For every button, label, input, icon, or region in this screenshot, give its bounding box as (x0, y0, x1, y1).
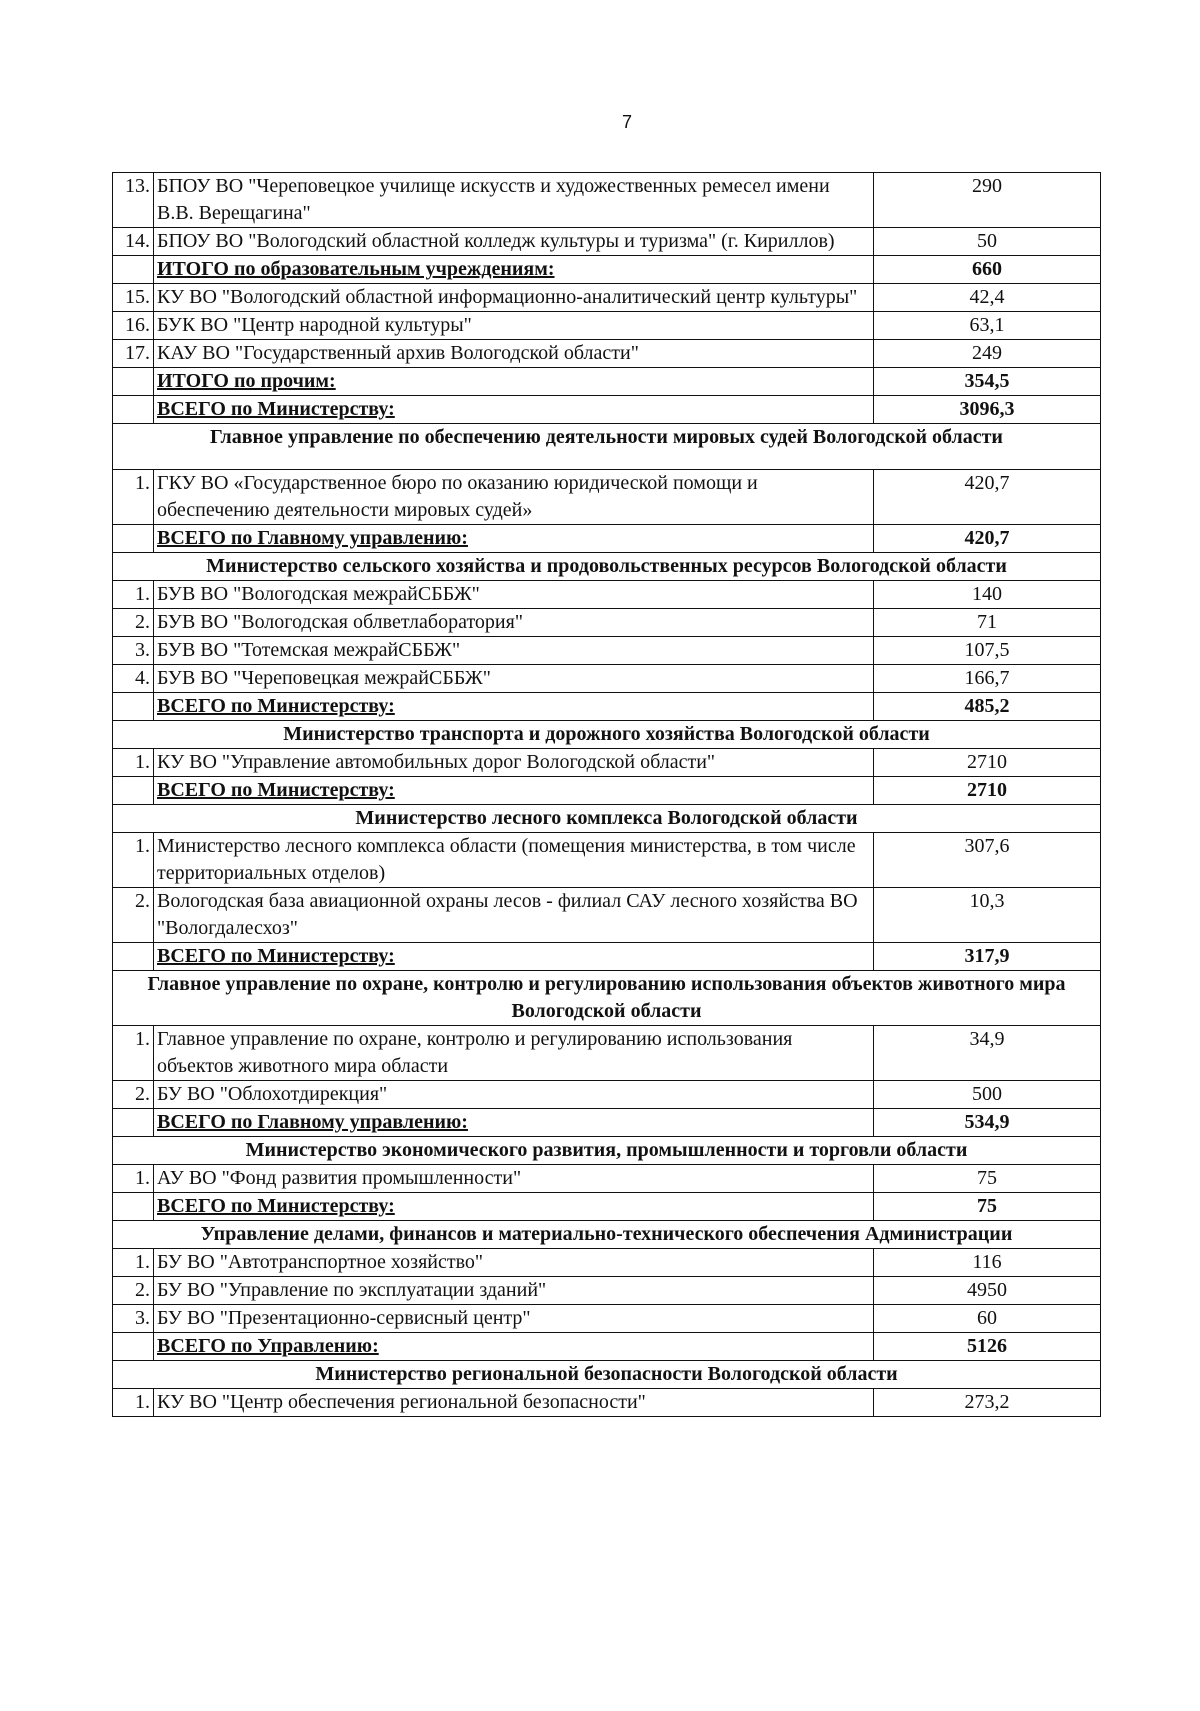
row-value: 420,7 (874, 470, 1101, 525)
row-number: 2. (113, 888, 154, 943)
section-header: Министерство лесного комплекса Вологодской области (113, 805, 1101, 833)
row-value: 34,9 (874, 1026, 1101, 1081)
row-number-blank (113, 777, 154, 805)
row-value: 500 (874, 1081, 1101, 1109)
total-value: 534,9 (874, 1109, 1101, 1137)
total-row (113, 396, 1101, 424)
row-value: 71 (874, 609, 1101, 637)
row-name: БПОУ ВО "Вологодский областной колледж культуры и туризма" (г. Кириллов) (154, 228, 874, 256)
row-number-blank (113, 1333, 154, 1361)
total-value: 75 (874, 1193, 1101, 1221)
total-label: ВСЕГО по Министерству: (154, 693, 874, 721)
row-name: КАУ ВО "Государственный архив Вологодской области" (154, 340, 874, 368)
institutions-table (112, 172, 1101, 1417)
row-value: 42,4 (874, 284, 1101, 312)
row-number: 3. (113, 1305, 154, 1333)
row-number: 1. (113, 1249, 154, 1277)
row-number: 1. (113, 1165, 154, 1193)
row-name: БУВ ВО "Череповецкая межрайСББЖ" (154, 665, 874, 693)
total-label: ВСЕГО по Министерству: (154, 396, 874, 424)
section-header-row (113, 1361, 1101, 1389)
table-row (113, 173, 1101, 228)
row-number: 17. (113, 340, 154, 368)
row-name: БУВ ВО "Вологодская межрайСББЖ" (154, 581, 874, 609)
section-header-row (113, 1221, 1101, 1249)
row-number: 2. (113, 1277, 154, 1305)
row-number: 2. (113, 609, 154, 637)
table-row (113, 1389, 1101, 1417)
row-value: 307,6 (874, 833, 1101, 888)
section-header: Главное управление по обеспечению деятельности мировых судей Вологодской области (113, 424, 1101, 470)
row-number-blank (113, 943, 154, 971)
row-value: 290 (874, 173, 1101, 228)
section-header: Министерство экономического развития, промышленности и торговли области (113, 1137, 1101, 1165)
total-value: 317,9 (874, 943, 1101, 971)
row-name: КУ ВО "Центр обеспечения региональной безопасности" (154, 1389, 874, 1417)
row-value: 60 (874, 1305, 1101, 1333)
row-value: 2710 (874, 749, 1101, 777)
row-name: БУ ВО "Автотранспортное хозяйство" (154, 1249, 874, 1277)
total-value: 2710 (874, 777, 1101, 805)
total-value: 354,5 (874, 368, 1101, 396)
row-name: БУ ВО "Презентационно-сервисный центр" (154, 1305, 874, 1333)
section-header-row (113, 424, 1101, 470)
table-row (113, 1026, 1101, 1081)
table-row (113, 833, 1101, 888)
total-value: 485,2 (874, 693, 1101, 721)
row-number: 1. (113, 1026, 154, 1081)
table-row (113, 312, 1101, 340)
section-header: Министерство сельского хозяйства и продовольственных ресурсов Вологодской области (113, 553, 1101, 581)
total-row (113, 525, 1101, 553)
row-number-blank (113, 396, 154, 424)
total-row (113, 943, 1101, 971)
row-value: 273,2 (874, 1389, 1101, 1417)
section-header-row (113, 805, 1101, 833)
row-value: 4950 (874, 1277, 1101, 1305)
total-row (113, 1333, 1101, 1361)
row-number-blank (113, 693, 154, 721)
institutions-table-body (113, 173, 1101, 1417)
row-name: АУ ВО "Фонд развития промышленности" (154, 1165, 874, 1193)
total-value: 420,7 (874, 525, 1101, 553)
table-row (113, 340, 1101, 368)
section-header-row (113, 1137, 1101, 1165)
row-value: 116 (874, 1249, 1101, 1277)
total-row (113, 693, 1101, 721)
row-name: БУК ВО "Центр народной культуры" (154, 312, 874, 340)
total-label: ИТОГО по прочим: (154, 368, 874, 396)
table-row (113, 637, 1101, 665)
table-row (113, 470, 1101, 525)
section-header: Министерство транспорта и дорожного хозяйства Вологодской области (113, 721, 1101, 749)
row-value: 107,5 (874, 637, 1101, 665)
table-row (113, 888, 1101, 943)
total-row (113, 1193, 1101, 1221)
row-name: ГКУ ВО «Государственное бюро по оказанию юридической помощи и обеспечению деятельности мировых судей» (154, 470, 874, 525)
total-row (113, 1109, 1101, 1137)
table-row (113, 1305, 1101, 1333)
section-header: Министерство региональной безопасности Вологодской области (113, 1361, 1101, 1389)
section-header-row (113, 553, 1101, 581)
total-label: ИТОГО по образовательным учреждениям: (154, 256, 874, 284)
row-value: 10,3 (874, 888, 1101, 943)
total-row (113, 256, 1101, 284)
row-value: 75 (874, 1165, 1101, 1193)
row-number: 15. (113, 284, 154, 312)
section-header-row (113, 971, 1101, 1026)
row-name: КУ ВО "Вологодский областной информационно-аналитический центр культуры" (154, 284, 874, 312)
table-row (113, 228, 1101, 256)
total-label: ВСЕГО по Управлению: (154, 1333, 874, 1361)
table-row (113, 609, 1101, 637)
row-number: 4. (113, 665, 154, 693)
row-name: БУВ ВО "Тотемская межрайСББЖ" (154, 637, 874, 665)
row-name: Министерство лесного комплекса области (помещения министерства, в том числе территориальных отделов) (154, 833, 874, 888)
table-row (113, 665, 1101, 693)
total-row (113, 368, 1101, 396)
table-row (113, 581, 1101, 609)
row-value: 249 (874, 340, 1101, 368)
row-number: 1. (113, 470, 154, 525)
row-value: 166,7 (874, 665, 1101, 693)
row-value: 140 (874, 581, 1101, 609)
row-number: 1. (113, 1389, 154, 1417)
section-header: Главное управление по охране, контролю и регулированию использования объектов животного мира Вологодской области (113, 971, 1101, 1026)
section-header: Управление делами, финансов и материально-технического обеспечения Администрации (113, 1221, 1101, 1249)
table-row (113, 1165, 1101, 1193)
total-row (113, 777, 1101, 805)
row-number-blank (113, 1109, 154, 1137)
row-number-blank (113, 256, 154, 284)
total-value: 5126 (874, 1333, 1101, 1361)
table-row (113, 1081, 1101, 1109)
row-name: БУ ВО "Управление по эксплуатации зданий" (154, 1277, 874, 1305)
row-number: 3. (113, 637, 154, 665)
row-name: БУВ ВО "Вологодская облветлаборатория" (154, 609, 874, 637)
total-label: ВСЕГО по Главному управлению: (154, 525, 874, 553)
row-value: 63,1 (874, 312, 1101, 340)
total-label: ВСЕГО по Министерству: (154, 943, 874, 971)
row-value: 50 (874, 228, 1101, 256)
total-value: 660 (874, 256, 1101, 284)
row-number-blank (113, 1193, 154, 1221)
page-number: 7 (621, 112, 632, 132)
row-name: КУ ВО "Управление автомобильных дорог Вологодской области" (154, 749, 874, 777)
row-name: Вологодская база авиационной охраны лесов - филиал САУ лесного хозяйства ВО "Вологдалесхоз" (154, 888, 874, 943)
row-number: 14. (113, 228, 154, 256)
row-name: Главное управление по охране, контролю и регулированию использования объектов животного мира области (154, 1026, 874, 1081)
row-number: 2. (113, 1081, 154, 1109)
row-number: 1. (113, 833, 154, 888)
row-number: 13. (113, 173, 154, 228)
row-number-blank (113, 368, 154, 396)
table-row (113, 749, 1101, 777)
table-row (113, 1249, 1101, 1277)
total-label: ВСЕГО по Главному управлению: (154, 1109, 874, 1137)
row-number: 1. (113, 749, 154, 777)
total-label: ВСЕГО по Министерству: (154, 777, 874, 805)
total-label: ВСЕГО по Министерству: (154, 1193, 874, 1221)
row-number-blank (113, 525, 154, 553)
row-number: 1. (113, 581, 154, 609)
row-name: БУ ВО "Облохотдирекция" (154, 1081, 874, 1109)
row-name: БПОУ ВО "Череповецкое училище искусств и художественных ремесел имени В.В. Верещагина" (154, 173, 874, 228)
table-row (113, 1277, 1101, 1305)
section-header-row (113, 721, 1101, 749)
table-row (113, 284, 1101, 312)
row-number: 16. (113, 312, 154, 340)
total-value: 3096,3 (874, 396, 1101, 424)
